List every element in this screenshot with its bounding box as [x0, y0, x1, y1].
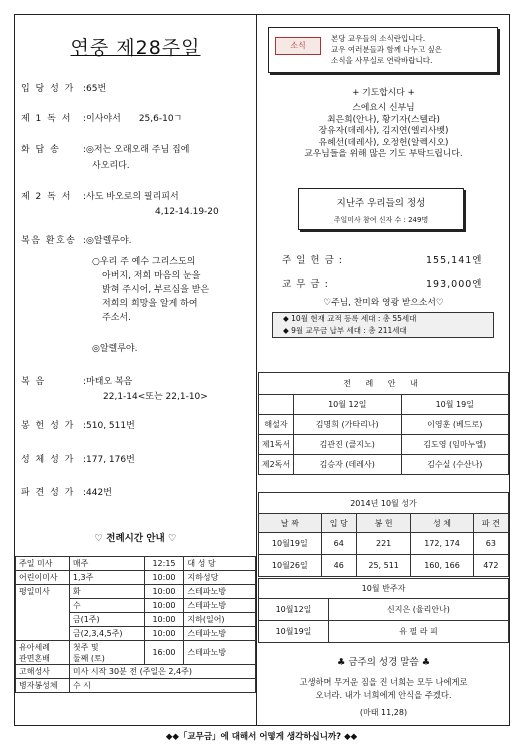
liturgy-row — [259, 455, 509, 475]
hymn-cell: 46 — [321, 555, 356, 577]
bible-verse-box — [258, 642, 509, 725]
liturgy-row — [259, 435, 509, 455]
responsorial-psalm: 화 답 송 :◎저는 오래오래 주님 집에 — [21, 145, 190, 155]
hymn-cell: 172, 174 — [411, 533, 473, 555]
schedule-cell: 주일 미사 — [16, 557, 70, 571]
schedule-cell: 미사 시작 30분 전 (주일은 2,4주) — [69, 665, 255, 679]
liturgy-date: 10월 12일 — [294, 395, 402, 415]
schedule-row — [16, 627, 256, 641]
schedule-cell: 화 — [69, 585, 144, 599]
schedule-cell: 지하성당 — [184, 571, 256, 585]
footer-question: ◆◆「교무금」에 대해서 어떻게 생각하십니까? ◆◆ — [165, 732, 358, 742]
liturgy-table — [258, 372, 509, 475]
gospel: 복 음 :마태오 복음 — [21, 377, 133, 387]
schedule-cell — [16, 627, 70, 641]
liturgy-cell: 김승자 (데레사) — [294, 455, 402, 475]
liturgy-cell: 김도영 (임마누엘) — [401, 435, 509, 455]
bulletin-frame — [14, 14, 510, 726]
schedule-cell: 12:15 — [144, 557, 184, 571]
schedule-cell: 금(1주) — [69, 613, 144, 627]
schedule-title: ♡ 전례시간 안내 ♡ — [94, 533, 177, 544]
first-reading: 제 1 독 서 :이사야서 25,6-10ㄱ — [21, 114, 183, 124]
schedule-row — [16, 571, 256, 585]
rosary-row — [259, 621, 509, 643]
schedule-cell: 병자봉성체 — [16, 679, 70, 693]
schedule-table — [15, 556, 256, 693]
hymn-header-cell: 입 당 — [321, 514, 356, 533]
offering-label: 주 일 헌 금 : — [282, 255, 343, 266]
hymn-cell: 221 — [356, 533, 411, 555]
alleluia: 복음 환호송 :◎알렐루야. — [21, 236, 132, 246]
schedule-cell: 매주 — [69, 557, 144, 571]
building-label: 교 무 금 : — [282, 279, 329, 290]
schedule-cell: 16:00 — [144, 641, 184, 665]
liturgy-cell: 제2독서 — [259, 455, 294, 475]
schedule-cell: 스테파노방 — [184, 599, 256, 613]
hymn-cell: 10월26일 — [259, 555, 322, 577]
right-column — [258, 15, 509, 725]
schedule-cell: 첫주 및 둘째 (토) — [69, 641, 144, 665]
liturgy-cell: 김수실 (수산나) — [401, 455, 509, 475]
hymn-cell: 10월19일 — [259, 533, 322, 555]
schedule-cell: 10:00 — [144, 571, 184, 585]
schedule-row — [16, 585, 256, 599]
schedule-cell: 스테파노방 — [184, 585, 256, 599]
schedule-cell: 유아세례 관면혼배 — [16, 641, 70, 665]
gospel-ref: 22,1-14<또는 22,1-10> — [103, 392, 208, 402]
notice-logo: 소식 — [275, 37, 321, 55]
offering-box: 지난주 우리들의 정성 주일미사 참여 신자 수 : 249명 — [298, 188, 464, 230]
rosary-cell: 유 필 라 피 — [329, 621, 509, 643]
bible-title: ♣ 금주의 성경 말씀 ♣ — [336, 657, 431, 668]
schedule-cell: 수 — [69, 599, 144, 613]
responsorial-psalm-cont: 사오리다. — [92, 161, 130, 171]
hymn-row — [259, 555, 509, 577]
schedule-cell: 스테파노방 — [184, 627, 256, 641]
liturgy-cell: 해설자 — [259, 415, 294, 435]
schedule-cell — [16, 613, 70, 627]
rosary-title: 10월 반주자 — [259, 579, 509, 599]
offertory-hymn: 봉 헌 성 가 :510, 511번 — [21, 421, 135, 431]
schedule-cell: 10:00 — [144, 627, 184, 641]
schedule-row — [16, 679, 256, 693]
second-reading: 제 2 독 서 :사도 바오로의 필리피서 — [21, 192, 179, 202]
hymn-row — [259, 533, 509, 555]
schedule-row — [16, 613, 256, 627]
recessional-hymn: 파 견 성 가 :442번 — [21, 488, 112, 498]
schedule-cell: 금(2,3,4,5주) — [69, 627, 144, 641]
hymn-header-cell: 날 짜 — [259, 514, 322, 533]
notice-box — [268, 27, 498, 73]
hymn-table — [258, 492, 509, 577]
offering-value: 155,141엔 — [426, 255, 483, 266]
schedule-cell: 10:00 — [144, 613, 184, 627]
liturgy-cell: 김명희 (가타리나) — [294, 415, 402, 435]
schedule-cell: 평일미사 — [16, 585, 70, 599]
schedule-cell: 10:00 — [144, 585, 184, 599]
hymn-cell: 472 — [473, 555, 508, 577]
liturgy-cell: 제1독서 — [259, 435, 294, 455]
schedule-row — [16, 557, 256, 571]
communion-hymn: 성 체 성 가 :177, 176번 — [21, 455, 135, 465]
alleluia-closing: ◎알렐루야. — [92, 344, 138, 354]
rosary-cell: 10월19일 — [259, 621, 329, 643]
bible-ref: (마태 11,28) — [359, 708, 408, 717]
liturgy-title: 전 례 안 내 — [259, 373, 509, 395]
hymn-title: 2014년 10월 성가 — [259, 493, 509, 514]
page-title: 연중 제28주일 — [70, 37, 201, 59]
second-reading-ref: 4,12-14.19-20 — [155, 207, 219, 217]
building-value: 193,000엔 — [426, 279, 483, 290]
rosary-row — [259, 599, 509, 621]
schedule-cell — [16, 599, 70, 613]
blessing: ♡주님, 찬미와 영광 받으소서♡ — [323, 298, 444, 308]
schedule-cell: 수 시 — [69, 679, 255, 693]
schedule-row — [16, 665, 256, 679]
notice-text: 본당 교우들의 소식란입니다. 교우 여러분들과 함께 나누고 싶은 소식을 사무실로 연락바랍니다. — [331, 34, 442, 65]
rosary-cell: 신지은 (율리안나) — [329, 599, 509, 621]
alleluia-verse: ○우리 주 예수 그리스도의 아버지, 저희 마음의 눈을 밝혀 주시어, 부르심을 받은 저희의 희망을 알게 하여 주소서. — [92, 257, 210, 323]
schedule-cell: 10:00 — [144, 599, 184, 613]
liturgy-cell: 김관진 (클지노) — [294, 435, 402, 455]
left-column — [15, 15, 256, 725]
hymn-cell: 25, 511 — [356, 555, 411, 577]
prayer-list: 스에요시 신부님 최은희(안나), 황기자(스텔라) 장유자(데레사), 김지연(엘리사벳) 유혜선(데레사), 오정헌(알렉시오) 교우님들을 위해 많은 기도 부탁드립니다. — [304, 103, 463, 159]
hymn-header-cell: 성 체 — [411, 514, 473, 533]
bible-text: 고생하며 무거운 짐을 진 너희는 모두 나에게로 오너라. 내가 너희에게 안식을 주겠다. — [299, 677, 468, 700]
stats-box: ◆ 10월 현재 교적 등록 세대 : 총 55세대 ◆ 9월 교무금 납부 세대 : 총 211세대 — [272, 312, 494, 338]
schedule-cell: 스테파노방 — [184, 641, 256, 665]
hymn-cell: 63 — [473, 533, 508, 555]
schedule-cell: 대 성 당 — [184, 557, 256, 571]
schedule-cell: 지하(일어) — [184, 613, 256, 627]
liturgy-row — [259, 415, 509, 435]
prayer-title: + 기도합시다 + — [352, 88, 415, 98]
hymn-cell: 64 — [321, 533, 356, 555]
schedule-row — [16, 641, 256, 665]
rosary-table — [258, 578, 509, 643]
schedule-row — [16, 599, 256, 613]
liturgy-cell: 이영훈 (베드로) — [401, 415, 509, 435]
hymn-header-cell: 봉 헌 — [356, 514, 411, 533]
hymn-cell: 160, 166 — [411, 555, 473, 577]
hymn-header-cell: 파 견 — [473, 514, 508, 533]
entrance-hymn: 입 당 성 가 :65번 — [21, 84, 107, 94]
schedule-cell: 고해성사 — [16, 665, 70, 679]
schedule-cell: 1,3주 — [69, 571, 144, 585]
schedule-cell: 어린이미사 — [16, 571, 70, 585]
rosary-cell: 10월12일 — [259, 599, 329, 621]
liturgy-date: 10월 19일 — [401, 395, 509, 415]
